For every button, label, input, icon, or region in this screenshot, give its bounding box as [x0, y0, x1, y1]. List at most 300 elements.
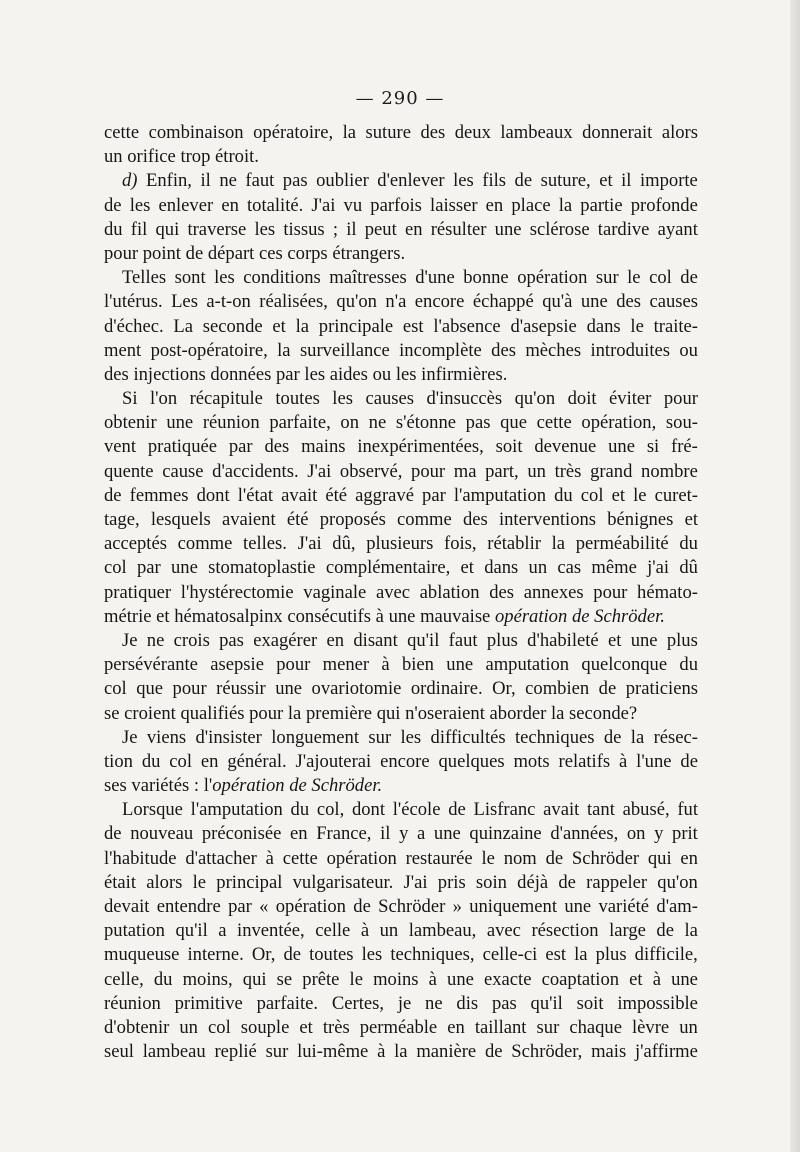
text-line [104, 871, 698, 895]
word: du [290, 799, 310, 821]
word: exagérer [253, 629, 318, 651]
text-line [104, 387, 698, 411]
word: soit [495, 436, 523, 458]
word: des [491, 339, 516, 361]
word: réunion [104, 992, 161, 1014]
word: une [630, 629, 658, 651]
word: fré- [671, 436, 698, 458]
word: sou- [665, 412, 698, 434]
word: le [630, 315, 644, 337]
word: dû, [332, 533, 356, 555]
word: du [679, 533, 698, 555]
word: profonde [630, 194, 698, 216]
word: techniques, [390, 944, 475, 966]
text-line [104, 798, 698, 822]
word: de [514, 170, 533, 192]
word: du [153, 968, 173, 990]
word: obtenir [104, 412, 157, 434]
word: j'affirme [634, 1041, 698, 1063]
word: dont [351, 799, 386, 821]
word: une [433, 823, 461, 845]
text-line [104, 242, 698, 266]
word: été [325, 484, 348, 506]
word: la [574, 944, 588, 966]
word: et [599, 170, 613, 192]
text-line [104, 847, 698, 871]
word: alors [661, 122, 698, 143]
word: traverse [187, 218, 247, 240]
word: l'amputation [453, 484, 547, 506]
word: lambeau [142, 1041, 206, 1063]
word: de [680, 267, 698, 289]
word: vaginale [303, 581, 367, 603]
word: point [142, 242, 181, 264]
word: un [104, 146, 123, 168]
word: de [104, 823, 122, 845]
word: d'insuccès [426, 388, 503, 410]
word: par [136, 557, 161, 579]
word: la [558, 194, 573, 216]
word: Schröder, [511, 1041, 583, 1063]
word: bonne [463, 267, 509, 289]
word: lambeau, [408, 920, 477, 942]
word: maîtresses [329, 267, 407, 289]
word: trop [180, 146, 211, 168]
word: des [420, 122, 446, 143]
word: y [654, 823, 664, 845]
word: on [340, 412, 359, 434]
word: par [228, 896, 252, 917]
word: ou [372, 363, 392, 385]
word: enlever [158, 194, 214, 216]
word: rétablir [487, 533, 541, 555]
word: orifice [127, 146, 176, 168]
word: col [208, 1016, 231, 1038]
word: l'on [150, 388, 178, 410]
word: pour [593, 581, 628, 603]
text-line [104, 145, 698, 169]
word: la [295, 315, 310, 337]
word: dans [586, 315, 621, 337]
word: impossible [617, 992, 698, 1014]
word: J'ai [307, 460, 332, 482]
word: cette [104, 122, 140, 143]
word: même [591, 557, 637, 579]
word: pour [172, 678, 207, 700]
text-line [104, 750, 698, 774]
word: introduites [590, 339, 670, 361]
word: tardive [597, 218, 650, 240]
word: sont [174, 267, 206, 289]
word: est [545, 944, 567, 966]
word: lesquels [150, 509, 211, 530]
word: très [322, 1016, 350, 1038]
word: plus [595, 944, 627, 966]
word: Lisfranc [473, 799, 536, 821]
word: injections [133, 363, 206, 385]
word: suture [365, 122, 411, 143]
word: aborder [489, 702, 547, 724]
word: nombre [641, 460, 698, 482]
word: col [104, 678, 127, 700]
word: de [545, 847, 564, 869]
word: un [528, 557, 548, 579]
word: J'ai [403, 871, 428, 893]
word: totalité. [247, 194, 304, 216]
text-line [104, 218, 698, 242]
word: infirmières. [421, 363, 508, 385]
word: prête [302, 968, 340, 990]
word: l'habitude [104, 847, 177, 869]
word: la [551, 533, 566, 555]
word: causes [365, 388, 414, 410]
word: encore [380, 750, 430, 772]
word: Si [122, 388, 138, 410]
word: parfaite. [256, 992, 319, 1014]
word: un [379, 920, 399, 942]
word: de [104, 484, 122, 506]
word: mener [322, 654, 370, 676]
text-line [104, 968, 698, 992]
word: opération [212, 775, 285, 797]
word: » [452, 896, 462, 917]
word: suture, [540, 170, 591, 192]
word: avec [486, 920, 521, 942]
word: était [104, 871, 137, 893]
text-line [104, 605, 698, 629]
word: l' [203, 775, 213, 797]
word: asepsie [210, 654, 264, 676]
text-line [104, 629, 698, 653]
word: réussir [216, 678, 266, 700]
word: hématosalpinx [174, 605, 283, 627]
word: a [218, 920, 227, 942]
word: l'utérus. [104, 291, 163, 313]
word: des [616, 291, 641, 313]
word: je [397, 992, 412, 1014]
word: opération [494, 605, 568, 627]
word: de [353, 896, 371, 917]
word: les [361, 944, 383, 966]
word: et [607, 629, 622, 651]
word: pratiquée [147, 436, 218, 458]
word: vent [104, 436, 137, 458]
word: résection [531, 920, 599, 942]
word: Je [122, 629, 138, 651]
text-line [104, 774, 698, 798]
word: par [422, 484, 446, 506]
word: par [276, 363, 300, 385]
word: opératoire, [253, 122, 334, 143]
word: observé, [339, 460, 403, 482]
word: et [299, 1016, 313, 1038]
word: hémato- [637, 581, 698, 603]
word: France, [316, 823, 372, 845]
word: une [608, 436, 635, 458]
word: fil [130, 218, 148, 240]
text-line [104, 1016, 698, 1040]
word: comme [177, 533, 233, 555]
word: longuement [271, 726, 360, 748]
word: acceptés [104, 533, 167, 555]
word: nouveau [130, 823, 194, 845]
word: sclérose [529, 218, 590, 240]
word: en [447, 1016, 465, 1038]
word: col [580, 484, 604, 506]
word: il [346, 218, 357, 240]
word: ablation [419, 581, 480, 603]
word: et [684, 509, 698, 530]
word: l'une [636, 750, 672, 772]
word: traite- [653, 315, 698, 337]
word: celle [315, 920, 351, 942]
word: deux [454, 122, 491, 143]
word: combien [525, 678, 590, 700]
word: en [404, 218, 423, 240]
word: les [453, 170, 474, 192]
word: une [446, 654, 474, 676]
word: encore [414, 291, 465, 313]
word: d'insister [195, 726, 262, 748]
word: Certes, [331, 992, 384, 1014]
word: dans [484, 557, 519, 579]
word: lèvre [632, 1016, 670, 1038]
word: coaptation [541, 968, 620, 990]
text-line [104, 363, 698, 387]
word: une [166, 412, 194, 434]
text-line [104, 943, 698, 967]
word: en [200, 750, 219, 772]
word: qu'on [657, 871, 698, 893]
word: il [200, 170, 211, 192]
word: très [554, 460, 582, 482]
word: des [104, 363, 129, 385]
word: opération [517, 267, 588, 289]
word: vu [343, 194, 363, 216]
word: à [377, 1041, 386, 1063]
word: à [381, 654, 390, 676]
word: été [286, 509, 309, 530]
word: de [571, 605, 590, 627]
text-line [104, 290, 698, 314]
word: amputation [485, 654, 570, 676]
word: j'ai [647, 557, 670, 579]
word: opération [275, 896, 346, 917]
word: ; [332, 218, 339, 240]
word: tage, [104, 509, 140, 530]
word: a-t-on [206, 291, 251, 313]
word: incomplète [399, 339, 482, 361]
word: variétés [131, 775, 190, 797]
word: annexes [523, 581, 584, 603]
body-text [104, 121, 698, 1064]
word: de [603, 726, 622, 748]
word: col, [316, 799, 345, 821]
word: n'a [385, 291, 407, 313]
word: techniques [514, 726, 595, 748]
word: pour [276, 654, 311, 676]
word: première [305, 702, 373, 724]
word: Schröder. [311, 775, 383, 797]
word: col [169, 750, 192, 772]
word: avec [375, 581, 410, 603]
word: un [527, 460, 546, 482]
word: l'absence [433, 315, 501, 337]
word: étroit. [215, 146, 259, 168]
text-line [104, 653, 698, 677]
word: d'années, [550, 823, 619, 845]
word: en [485, 194, 504, 216]
word: Lorsque [122, 799, 183, 821]
word: résulter [430, 218, 487, 240]
word: partie [580, 194, 623, 216]
word: opération, [581, 412, 657, 434]
word: disant [353, 629, 398, 651]
word: consécutifs [287, 605, 371, 627]
word: dis [456, 992, 479, 1014]
word: vulgarisateur. [292, 871, 394, 893]
word: à [428, 968, 437, 990]
word: tant [587, 799, 615, 821]
word: la [684, 920, 698, 942]
word: souple [240, 1016, 290, 1038]
word: qualifiés [180, 702, 245, 724]
word: qu'on [336, 291, 377, 313]
word: un [179, 1016, 198, 1038]
text-line [104, 411, 698, 435]
word: de [104, 194, 122, 216]
word: avait [543, 799, 580, 821]
word: chaque [569, 1016, 622, 1038]
word: la [630, 726, 645, 748]
word: large [609, 920, 646, 942]
word: devenue [534, 436, 597, 458]
word: donnerait [582, 122, 653, 143]
word: rappeler [586, 871, 648, 893]
word: données [210, 363, 272, 385]
word: de [484, 1041, 503, 1063]
word: soit [576, 992, 604, 1014]
word: seconde? [569, 702, 638, 724]
word: n'oseraient [405, 702, 485, 724]
word: qui [647, 847, 672, 869]
word: les [129, 194, 151, 216]
word: d'enlever [377, 170, 445, 192]
word: il [380, 823, 391, 845]
word: sur [368, 726, 392, 748]
word: la [287, 702, 302, 724]
word: ment [104, 339, 142, 361]
word: uniquement [469, 896, 557, 917]
word: cause [162, 460, 204, 482]
word: replié [214, 1041, 257, 1063]
text-line [104, 121, 698, 145]
text-line [104, 1040, 698, 1064]
word: de [680, 750, 698, 772]
word: d'am- [656, 896, 698, 917]
word: qu'il [530, 992, 563, 1014]
word: ne [425, 992, 443, 1014]
word: proposés [319, 509, 386, 530]
text-line [104, 315, 698, 339]
word: importe [639, 170, 698, 192]
word: avaient [221, 509, 276, 530]
word: la [550, 702, 565, 724]
word: a [417, 823, 426, 845]
word: mots [513, 750, 550, 772]
word: s'étonne [395, 412, 457, 434]
word: et [460, 557, 474, 579]
word: récapitule [189, 388, 263, 410]
word: de [289, 775, 307, 797]
word: de [448, 799, 466, 821]
word: doit [567, 388, 597, 410]
page-edge-shadow [790, 0, 800, 1152]
word: et [629, 968, 643, 990]
word: lui-même [297, 1041, 369, 1063]
word: restaurée [405, 847, 473, 869]
word: faut [245, 170, 275, 192]
word: se [104, 702, 120, 724]
word: les [400, 726, 422, 748]
word: général. [227, 750, 287, 772]
text-line [104, 919, 698, 943]
word: les [395, 363, 417, 385]
word: ou [679, 339, 698, 361]
word: d'asepsie [510, 315, 577, 337]
text-line [104, 460, 698, 484]
word: est [402, 315, 424, 337]
word: les [254, 218, 276, 240]
word: exacte [484, 968, 532, 990]
word: bien [401, 654, 434, 676]
word: Schröder [571, 847, 640, 869]
word: à [652, 968, 661, 990]
word: une [564, 896, 592, 917]
word: en [680, 847, 698, 869]
word: parfois [370, 194, 422, 216]
word: et [611, 484, 626, 506]
word: tion [104, 750, 133, 772]
word: opération [326, 847, 397, 869]
word: nom [503, 847, 537, 869]
word: à [360, 920, 370, 942]
word: faut [448, 629, 478, 651]
text-line [104, 435, 698, 459]
word: l'hystérectomie [180, 581, 294, 603]
word: curet- [654, 484, 698, 506]
word: plus [486, 629, 518, 651]
word: comme [397, 509, 452, 530]
word: Je [122, 726, 138, 748]
word: sur [595, 267, 619, 289]
word: pratiquer [104, 581, 172, 603]
text-line [104, 581, 698, 605]
word: principal [216, 871, 283, 893]
word: pour [411, 460, 446, 482]
word: pas [491, 992, 517, 1014]
word: à [619, 750, 628, 772]
word: d) [122, 170, 138, 192]
word: muqueuse [104, 944, 180, 966]
word: qu'on [514, 388, 556, 410]
word: difficile, [634, 944, 698, 966]
word: grand [590, 460, 633, 482]
word: manière [416, 1041, 477, 1063]
word: J'ai [297, 533, 322, 555]
word: Schröder [378, 896, 446, 917]
word: qui [242, 968, 267, 990]
